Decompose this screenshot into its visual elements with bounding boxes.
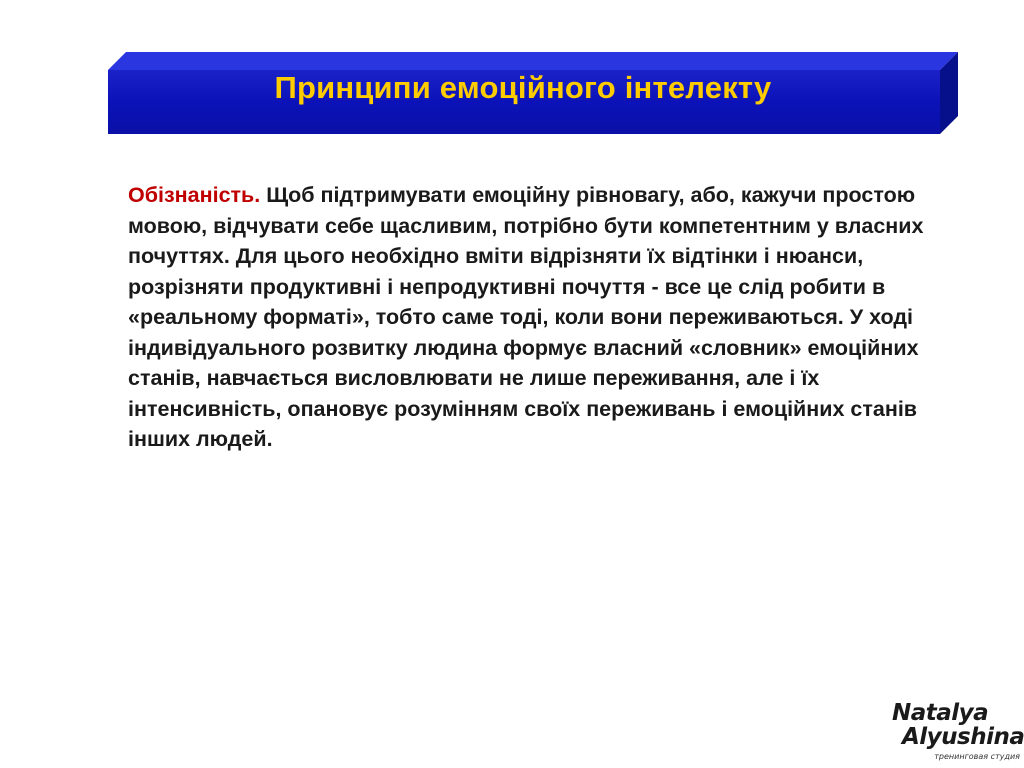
page-title: Принципи емоційного інтелекту — [274, 70, 772, 105]
logo-line-1: Natalya — [892, 700, 989, 726]
body-paragraph — [128, 180, 948, 455]
title-banner — [108, 52, 958, 134]
body-text: Щоб підтримувати емоційну рівновагу, або, кажучи простою мовою, відчувати себе щасливим, потрібно бути компетентним у власних почуттях. Для цього необхідно вміти відрізняти їх відтінки і нюанси, розрізняти продуктивні і непродуктивні почуття - все це слід робити в «реальному форматі», тобто саме тоді, коли вони переживаються. У ході індивідуального розвитку людина формує власний «словник» емоційних станів, навчається висловлювати не лише переживання, але і їх інтенсивність, опановує розумінням своїх переживань і емоційних станів інших людей. — [128, 183, 924, 451]
logo-line-2: Alyushina — [902, 724, 1024, 750]
lead-term: Обізнаність. — [128, 183, 261, 207]
logo-tagline: тренинговая студия — [934, 752, 1020, 761]
brand-logo — [884, 700, 1022, 766]
